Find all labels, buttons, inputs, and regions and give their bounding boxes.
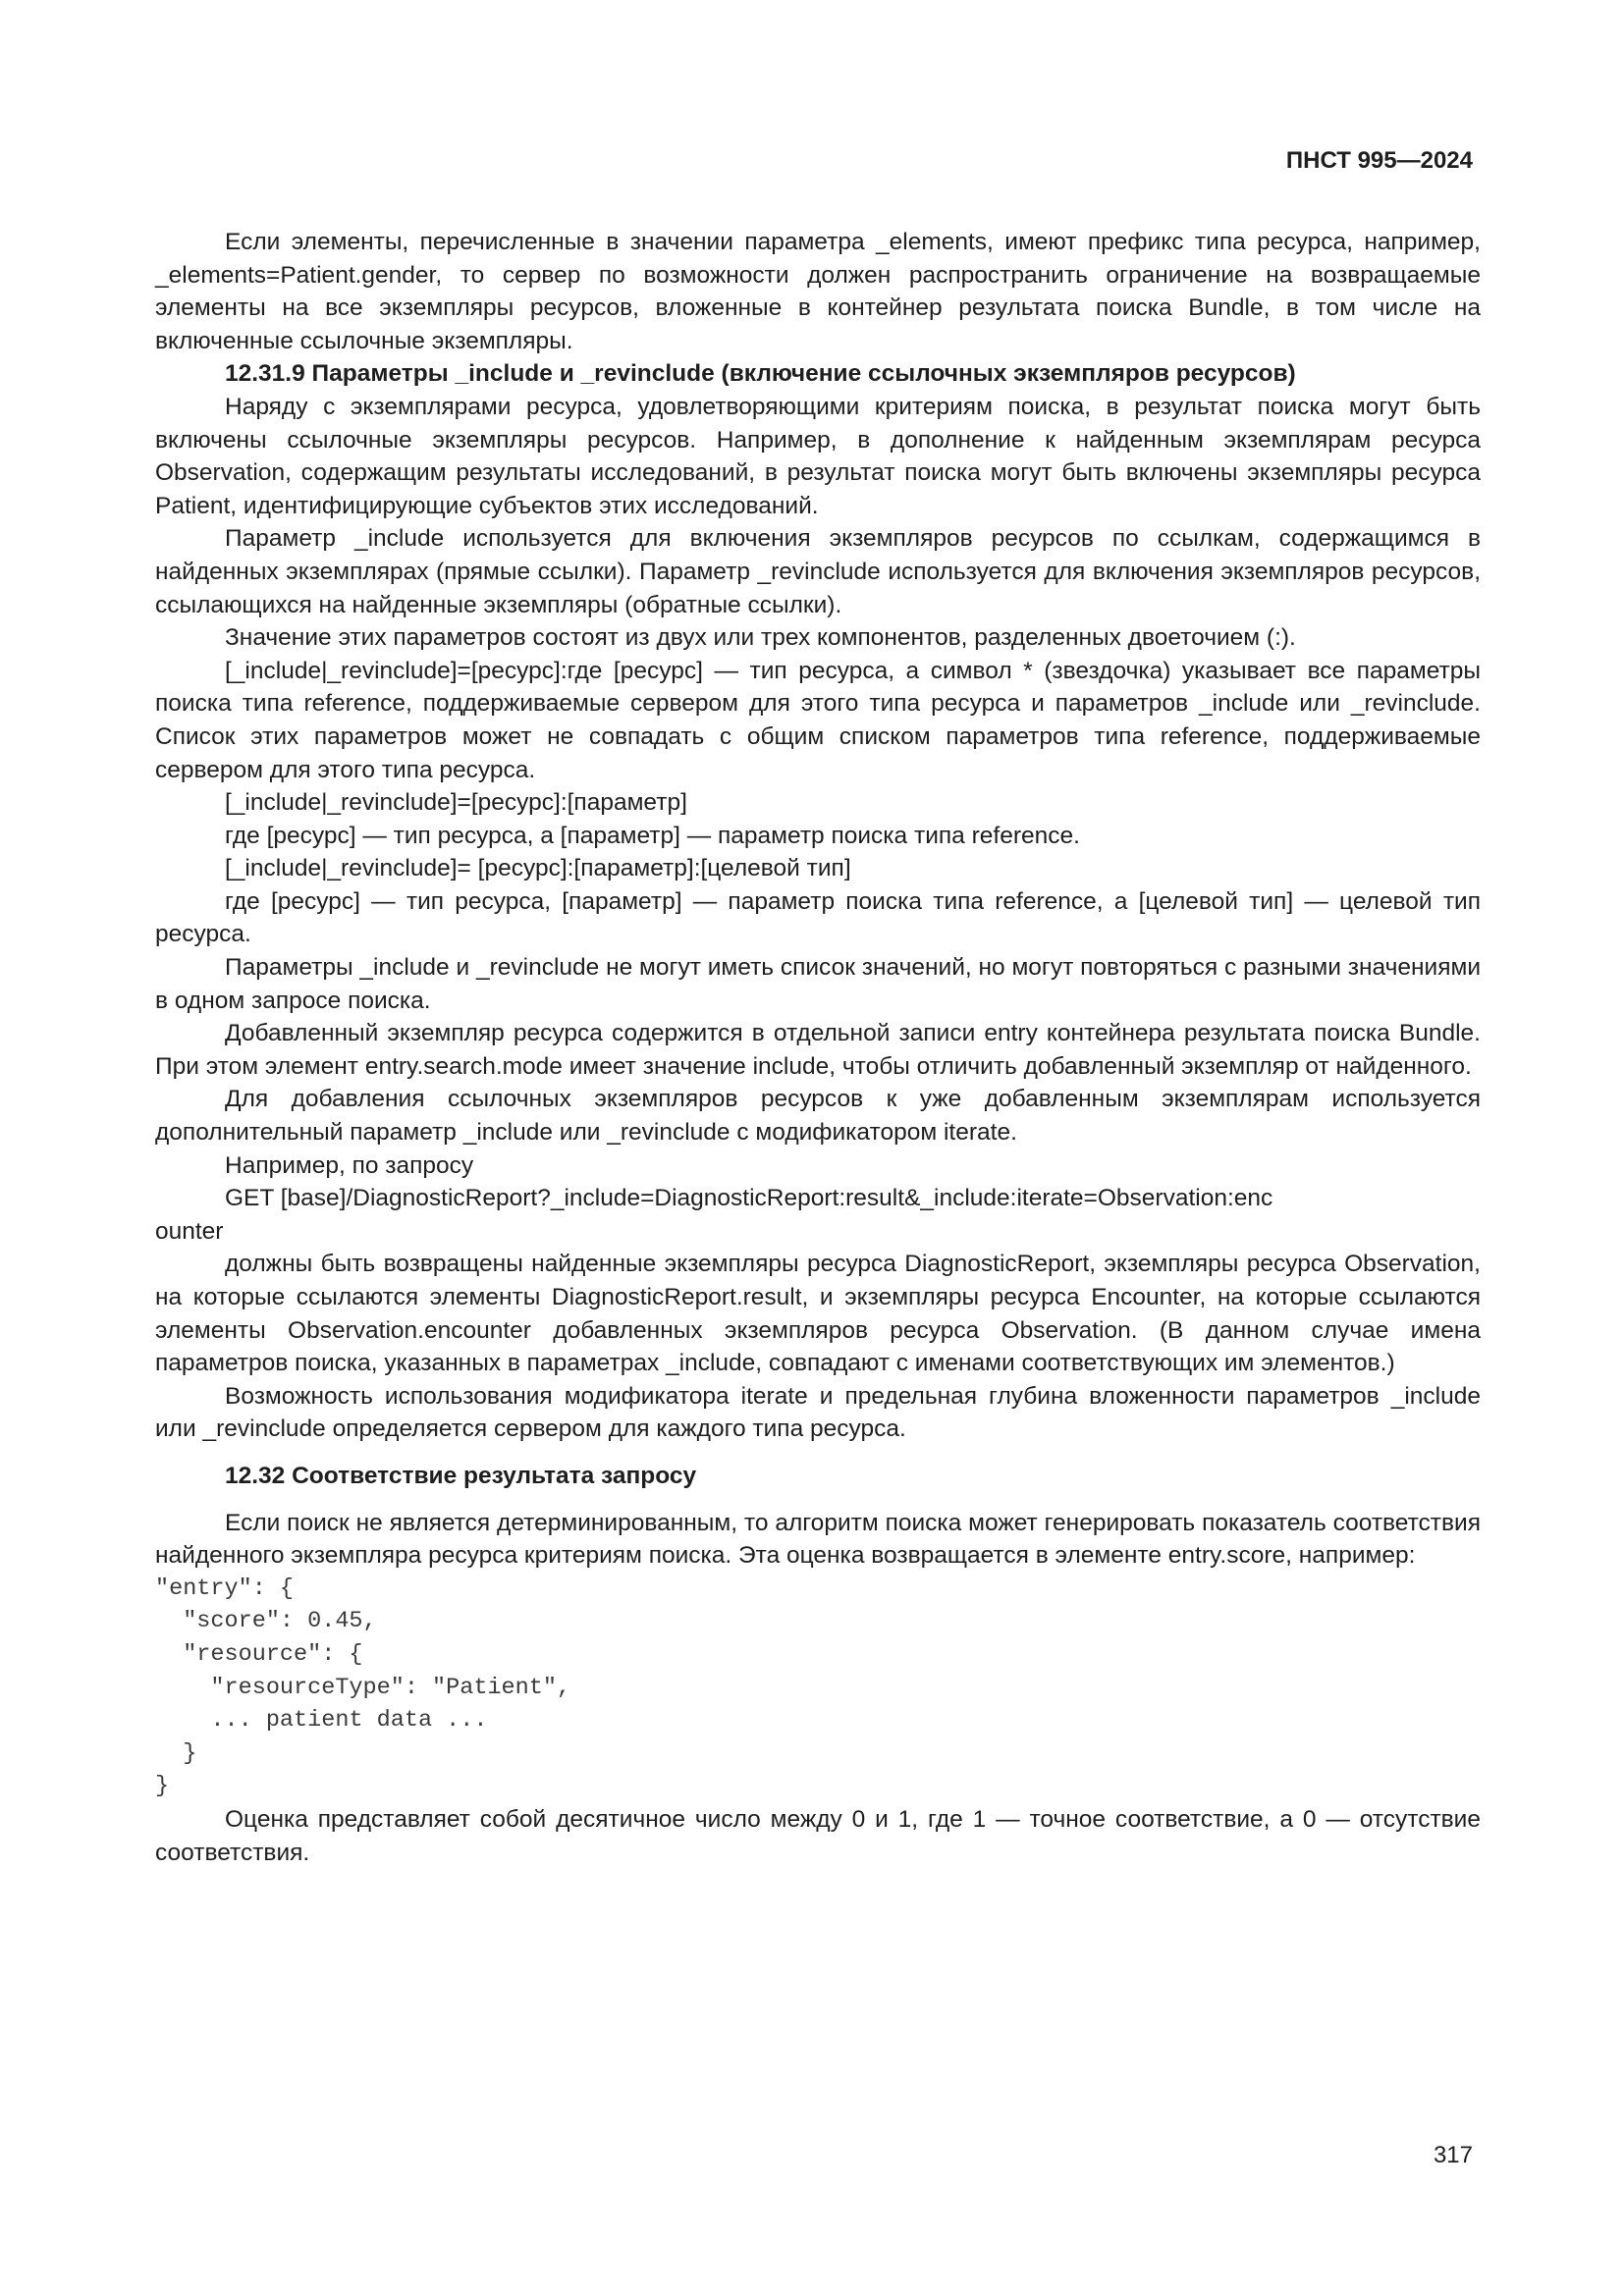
paragraph-elements-prefix: Если элементы, перечисленные в значении параметра _elements, имеют префикс типа ресурса, например, _elements=Patient.gender, то сервер по возможности должен распространить ограничение на возвращаемые элементы на все экземпляры ресурсов, вложенные в контейнер результата поиска Bundle, в том числе на включенные ссылочные экземпляры.	[155, 229, 1481, 354]
paragraph-syntax-resource: [_include|_revinclude]=[ресурс]:где [ресурс] — тип ресурса, а символ * (звездочка) указывает все параметры поиска типа reference, поддерживаемые сервером для этого типа ресурса и параметров _include или _revinclude. Список этих параметров может не совпадать с общим списком параметров типа reference, поддерживаемые сервером для этого типа ресурса.	[155, 657, 1481, 783]
paragraph-components: Значение этих параметров состоят из двух или трех компонентов, разделенных двоеточием (:).	[225, 624, 1296, 652]
paragraph-repeat-values: Параметры _include и _revinclude не могут иметь список значений, но могут повторяться с разными значениями в одном запросе поиска.	[155, 954, 1482, 1014]
paragraph-score-intro: Если поиск не является детерминированным, то алгоритм поиска может генерировать показатель соответствия найденного экземпляра ресурса критериям поиска. Эта оценка возвращается в элементе entry.score, например:	[155, 1509, 1481, 1570]
paragraph-iterate-depth: Возможность использования модификатора iterate и предельная глубина вложенности параметров _include или _revinclude определяется сервером для каждого типа ресурса.	[155, 1382, 1481, 1443]
page-number: 317	[1433, 2142, 1473, 2168]
paragraph-syntax-param: [_include|_revinclude]=[ресурс]:[параметр]	[225, 789, 687, 817]
paragraph-referenced-instances: Наряду с экземплярами ресурса, удовлетворяющими критериям поиска, в результат поиска могут быть включены ссылочные экземпляры ресурсов. Например, в дополнение к найденным экземплярам ресурса Observation, содержащим результаты исследований, в результат поиска могут быть включены экземпляры ресурса Patient, идентифицирующие субъектов этих исследований.	[155, 393, 1481, 519]
paragraph-example-request-cont: ounter	[155, 1217, 224, 1245]
paragraph-syntax-param-explain: где [ресурс] — тип ресурса, а [параметр] — параметр поиска типа reference.	[225, 822, 1080, 849]
paragraph-example-result: должны быть возвращены найденные экземпляры ресурса DiagnosticReport, экземпляры ресурса Observation, на которые ссылаются элементы DiagnosticReport.result, и экземпляры ресурса Encounter, на которые ссылаются элементы Observation.encounter добавленных экземпляров ресурса Observation. (В данном случае имена параметров поиска, указанных в параметрах _include, совпадают с именами соответствующих им элементов.)	[155, 1251, 1481, 1377]
section-heading-include-revinclude: 12.31.9 Параметры _include и _revinclude (включение ссылочных экземпляров ресурсов)	[225, 360, 1296, 388]
section-heading-match-score: 12.32 Соответствие результата запросу	[225, 1462, 697, 1489]
paragraph-entry-mode: Добавленный экземпляр ресурса содержится в отдельной записи entry контейнера результата поиска Bundle. При этом элемент entry.search.mode имеет значение include, чтобы отличить добавленный экземпляр от найденного.	[155, 1020, 1481, 1080]
page-content	[155, 226, 1481, 1869]
paragraph-example-intro: Например, по запросу	[225, 1151, 474, 1179]
code-example-entry-score: "entry": { "score": 0.45, "resource": { "resourceType": "Patient", ... patient data ... } }	[155, 1575, 571, 1800]
paragraph-score-range: Оценка представляет собой десятичное число между 0 и 1, где 1 — точное соответствие, а 0 — отсутствие соответствия.	[155, 1805, 1481, 1866]
document-code: ПНСТ 995—2024	[1285, 147, 1473, 174]
paragraph-iterate: Для добавления ссылочных экземпляров ресурсов к уже добавленным экземплярам используется дополнительный параметр _include или _revinclude с модификатором iterate.	[155, 1086, 1481, 1147]
paragraph-example-request: GET [base]/DiagnosticReport?_include=DiagnosticReport:result&_include:iterate=Observation:enc	[225, 1185, 1273, 1212]
paragraph-include-usage: Параметр _include используется для включения экземпляров ресурсов по ссылкам, содержащимся в найденных экземплярах (прямые ссылки). Параметр _revinclude используется для включения экземпляров ресурсов, ссылающихся на найденные экземпляры (обратные ссылки).	[155, 525, 1481, 618]
paragraph-syntax-target: [_include|_revinclude]= [ресурс]:[параметр]:[целевой тип]	[225, 855, 851, 882]
paragraph-syntax-target-explain: где [ресурс] — тип ресурса, [параметр] — параметр поиска типа reference, а [целевой тип] — целевой тип ресурса.	[155, 887, 1481, 948]
